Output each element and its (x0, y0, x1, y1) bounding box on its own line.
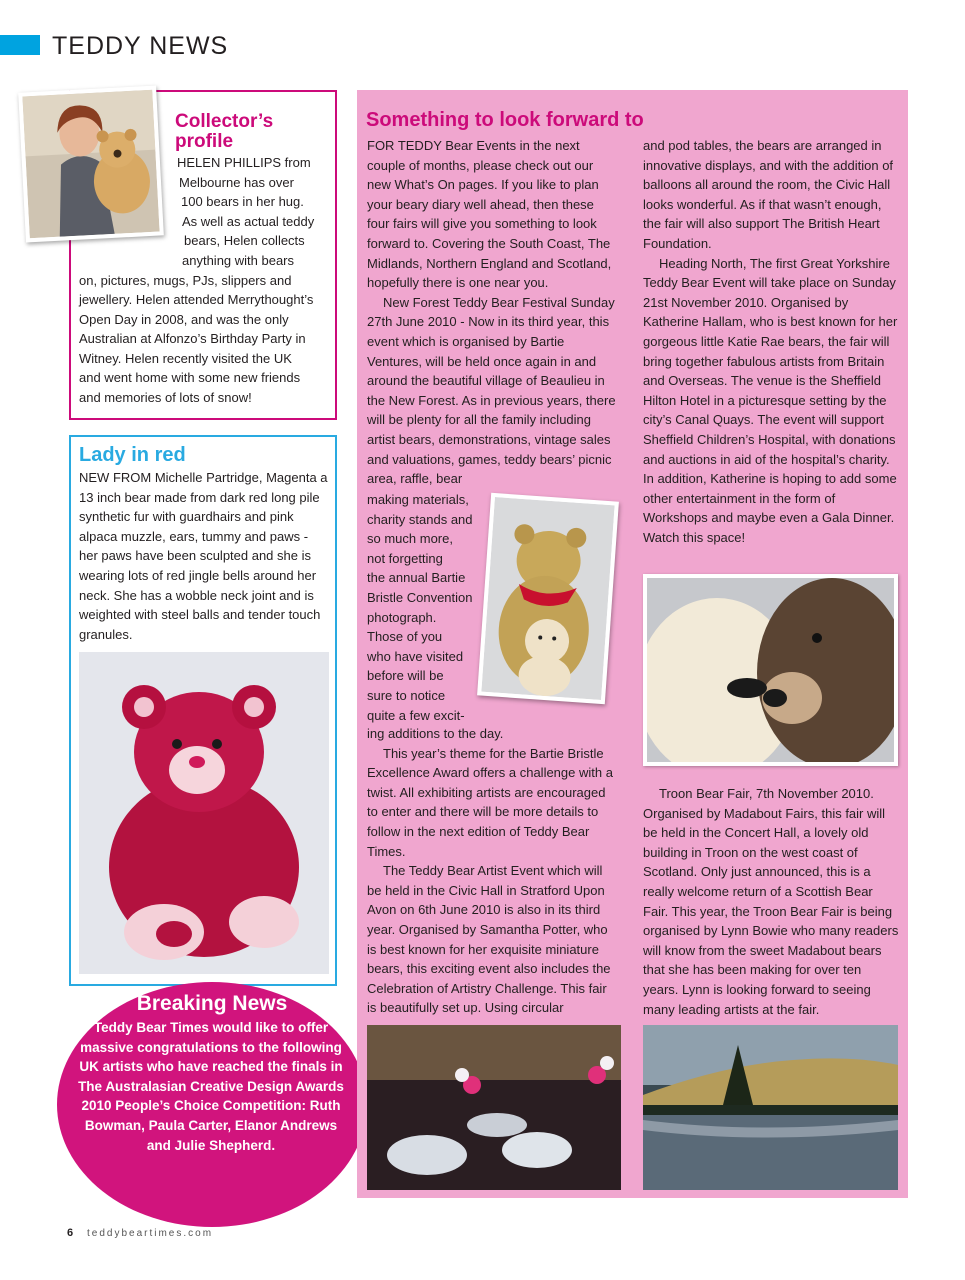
lady-heading: Lady in red (79, 444, 186, 466)
civic-hall-image (367, 1025, 621, 1190)
collector-heading-line1: Collector’s (175, 111, 274, 132)
article-paragraph: FOR TEDDY Bear Events in the next couple of months, please check out our new What’s On pages. If you like to plan your beary diary well ahead, then these four fairs will give you something to look forward to. Covering the South Coast, The Midlands, Northern England and Scotland, hopefully there is one near you. (367, 138, 612, 291)
article-line: quite a few excit- (367, 707, 465, 723)
kissing-bears-photo (643, 574, 898, 766)
collector-line: 100 bears in her hug. (181, 194, 304, 209)
article-paragraph: Troon Bear Fair, 7th November 2010. Organised by Madabout Fairs, this fair will be held in the Concert Hall, a lovely old building in Troon on the west coast of Scotland. Only just announced, this is a really welcome return of a Scottish Bear Fair. This year, the Troon Bear Fair is being organised by Lynn Bowie who many readers will know from the sweet Madabout bears that she has been making for over ten years. Lynn is looking forward to seeing many leading artists at the fair. (643, 786, 899, 1017)
article-line: the annual Bartie (367, 570, 466, 586)
header-accent-bar (0, 35, 40, 55)
main-heading: Something to look forward to (366, 109, 644, 131)
civic-hall-photo (367, 1025, 621, 1190)
article-column-2-bottom (643, 784, 899, 1019)
article-paragraph: Heading North, The first Great Yorkshire Teddy Bear Event will take place on Sunday 21st November 2010. Organised by Katherine Hallam, who is best known for her gorgeous little Katie Rae bears, the fair will bring together fabulous artists from Britain and Overseas. The venue is the Sheffield Hilton Hotel in a picturesque setting by the city’s Canal Quays. The event will support Sheffield Children’s Hospital, with donations and auctions in aid of the hospital’s charity. In addition, Katherine is hoping to add some other entertainment in the form of Workshops and maybe even a Gala Dinner. Watch this space! (643, 255, 898, 545)
article-line: charity stands and (367, 511, 473, 527)
article-column-1-top (367, 136, 619, 489)
collector-line: on, pictures, mugs, PJs, slippers and (79, 273, 292, 288)
collector-line: As well as actual teddy (182, 214, 315, 229)
collector-line: and went home with some new friends (79, 370, 301, 385)
collector-line: Australian at Alfonzo’s Birthday Party in (79, 331, 306, 346)
article-line: sure to notice (367, 687, 446, 703)
collector-line: jewellery. Helen attended Merrythought’s (79, 292, 314, 307)
collector-heading-line2: profile (175, 131, 234, 152)
article-line: Those of you (367, 629, 443, 645)
collector-heading (175, 112, 325, 152)
magenta-bear-image (79, 652, 329, 974)
kissing-bears-image (647, 578, 894, 762)
article-line: photograph. (367, 609, 437, 625)
collector-line: Melbourne has over (179, 175, 294, 190)
collector-line: and memories of lots of snow! (79, 390, 252, 405)
breaking-news-body: Teddy Bear Times would like to offer massive congratulations to the following UK artists who have reached the finals in The Australasian Creative Design Awards 2010 People’s Choice Competition: Ruth Bowman, Paula Carter, Elanor Andrews and Julie Shepherd. (78, 1020, 344, 1153)
collector-photo (18, 85, 164, 242)
collector-line: bears, Helen collects (184, 233, 305, 248)
section-title: TEDDY NEWS (52, 32, 229, 60)
collector-photo-image (22, 90, 159, 239)
magenta-bear-photo (79, 652, 329, 974)
collector-line: anything with bears (182, 253, 295, 268)
lady-body: NEW FROM Michelle Partridge, Magenta a 13 inch bear made from dark red long pile synthetic fur with guardhairs and pink alpaca muzzle, ears, tummy and paws - her paws have been sculpted and she is wearing lots of red jingle bells around her neck. She has a wobble neck joint and is weighted with steel balls and tender touch granules. (79, 470, 328, 642)
collector-line: Witney. Helen recently visited the UK (79, 351, 292, 366)
footer-url: teddybeartimes.com (87, 1228, 214, 1239)
article-paragraph: New Forest Teddy Bear Festival Sunday 27th June 2010 - Now in its third year, this event which is organised by Bartie Ventures, will be held once again in and around the beautiful village of Beaulieu in the New Forest. As in previous years, there will be plenty for all the family including artist bears, demonstrations, vintage sales and valuations, games, teddy bears’ picnic area, raffle, bear (367, 294, 616, 487)
article-paragraph: and pod tables, the bears are arranged in innovative displays, and with the addition of balloons all around the room, the Civic Hall looks wonderful. As if that wasn’t enough, the fair will also support The British Heart Foundation. (643, 138, 894, 251)
troon-lake-photo (643, 1025, 898, 1190)
article-line: not forgetting (367, 550, 443, 566)
article-paragraph: The Teddy Bear Artist Event which will be held in the Civic Hall in Stratford Upon Avon on 6th June 2010 is also in its third year. Organised by Samantha Potter, who is best known for her exquisite miniature bears, this exciting event also includes the Celebration of Artistry Challenge. This fair is beautifully set up. Using circular (367, 863, 611, 1016)
article-line: before will be (367, 668, 444, 684)
article-line: so much more, (367, 531, 453, 547)
article-line: who have visited (367, 648, 464, 664)
article-column-2-top (643, 136, 899, 547)
page-number: 6 (67, 1227, 74, 1239)
article-column-1-bottom (367, 724, 619, 1018)
article-paragraph: ing additions to the day. (367, 726, 504, 741)
article-line: Bristle Convention (367, 589, 473, 605)
article-paragraph: This year’s theme for the Bartie Bristle Excellence Award offers a challenge with a twist. All exhibiting artists are encouraged to enter and there will be more details to follow in the next edition of Teddy Bear Times. (367, 745, 613, 859)
bartie-bears-image (481, 497, 614, 700)
breaking-news-heading: Breaking News (136, 992, 288, 1015)
article-column-1-narrow (367, 490, 477, 725)
troon-lake-image (643, 1025, 898, 1190)
article-line: making materials, (367, 492, 469, 507)
bartie-bears-photo (477, 493, 619, 704)
collector-line: Open Day in 2008, and was the only (79, 312, 289, 327)
collector-line: HELEN PHILLIPS from (177, 155, 311, 170)
